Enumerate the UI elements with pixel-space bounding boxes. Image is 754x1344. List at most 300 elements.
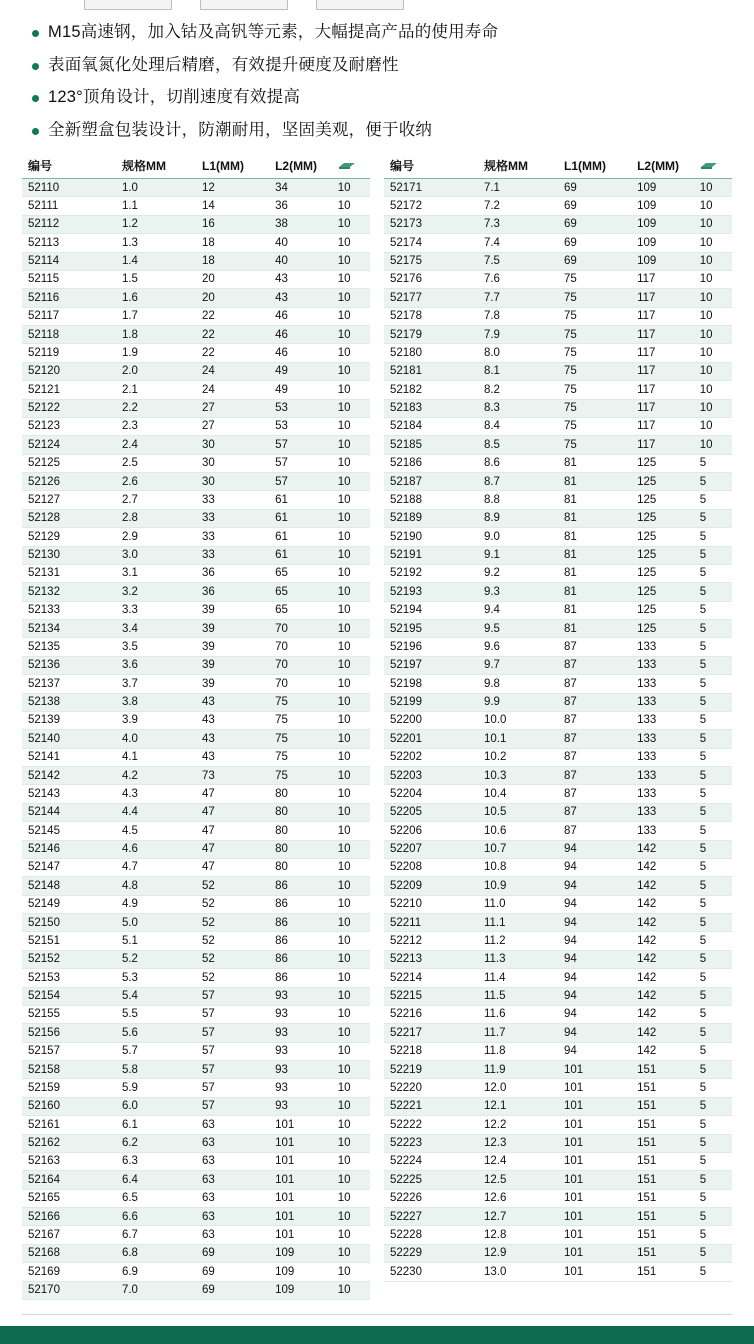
top-image-strip — [0, 0, 754, 12]
cell-l1: 18 — [196, 234, 269, 252]
table-row — [384, 858, 732, 876]
cell-qty: 5 — [694, 620, 732, 638]
cell-l1: 69 — [558, 234, 631, 252]
cell-qty: 10 — [332, 362, 370, 380]
cell-qty: 5 — [694, 895, 732, 913]
table-row — [22, 730, 370, 748]
cell-spec: 6.6 — [116, 1208, 196, 1226]
cell-code: 52138 — [22, 693, 116, 711]
table-row — [384, 234, 732, 252]
cell-l2: 75 — [269, 711, 332, 729]
cell-l1: 75 — [558, 381, 631, 399]
cell-qty: 5 — [694, 473, 732, 491]
feature-text: 全新塑盒包装设计，防潮耐用，坚固美观，便于收纳 — [48, 120, 433, 139]
table-row — [384, 693, 732, 711]
table-row — [384, 1152, 732, 1170]
cell-l1: 24 — [196, 362, 269, 380]
cell-code: 52143 — [22, 785, 116, 803]
cell-code: 52199 — [384, 693, 478, 711]
table-row — [22, 289, 370, 307]
table-row — [22, 932, 370, 950]
cell-qty: 5 — [694, 1263, 732, 1281]
table-row — [22, 270, 370, 288]
cell-qty: 5 — [694, 1079, 732, 1097]
cell-l2: 101 — [269, 1134, 332, 1152]
cell-spec: 4.2 — [116, 767, 196, 785]
table-row — [22, 1024, 370, 1042]
table-row — [22, 473, 370, 491]
table-row — [22, 767, 370, 785]
cell-spec: 12.0 — [478, 1079, 558, 1097]
cell-code: 52164 — [22, 1171, 116, 1189]
cell-qty: 5 — [694, 454, 732, 472]
cell-l1: 75 — [558, 399, 631, 417]
cell-l1: 39 — [196, 638, 269, 656]
cell-code: 52179 — [384, 326, 478, 344]
cell-l1: 39 — [196, 656, 269, 674]
cell-qty: 10 — [332, 564, 370, 582]
cell-l1: 27 — [196, 417, 269, 435]
column-header-l1: L1(MM) — [196, 154, 269, 179]
cell-code: 52148 — [22, 877, 116, 895]
cell-qty: 10 — [694, 252, 732, 270]
cell-code: 52177 — [384, 289, 478, 307]
cell-code: 52168 — [22, 1244, 116, 1262]
cell-spec: 8.2 — [478, 381, 558, 399]
cell-l2: 86 — [269, 895, 332, 913]
cell-l1: 18 — [196, 252, 269, 270]
cell-spec: 6.3 — [116, 1152, 196, 1170]
cell-l1: 57 — [196, 987, 269, 1005]
cell-code: 52180 — [384, 344, 478, 362]
table-row — [22, 399, 370, 417]
cell-qty: 5 — [694, 491, 732, 509]
table-row — [22, 326, 370, 344]
cell-spec: 1.7 — [116, 307, 196, 325]
cell-l1: 36 — [196, 564, 269, 582]
cell-code: 52176 — [384, 270, 478, 288]
cell-qty: 5 — [694, 1189, 732, 1207]
cell-spec: 8.7 — [478, 473, 558, 491]
cell-l2: 142 — [631, 987, 694, 1005]
cell-l2: 101 — [269, 1226, 332, 1244]
cell-qty: 10 — [332, 969, 370, 987]
table-row — [384, 822, 732, 840]
cell-l1: 101 — [558, 1061, 631, 1079]
cell-code: 52225 — [384, 1171, 478, 1189]
cell-spec: 10.7 — [478, 840, 558, 858]
cell-l1: 81 — [558, 473, 631, 491]
cell-code: 52173 — [384, 215, 478, 233]
cell-l2: 142 — [631, 895, 694, 913]
cell-spec: 7.6 — [478, 270, 558, 288]
cell-code: 52111 — [22, 197, 116, 215]
table-row — [384, 840, 732, 858]
cell-qty: 5 — [694, 1097, 732, 1115]
cell-code: 52112 — [22, 215, 116, 233]
cell-qty: 10 — [332, 546, 370, 564]
cell-l1: 33 — [196, 491, 269, 509]
cell-code: 52178 — [384, 307, 478, 325]
cell-l2: 80 — [269, 785, 332, 803]
cell-l2: 49 — [269, 381, 332, 399]
cell-qty: 10 — [332, 289, 370, 307]
cell-qty: 10 — [332, 1226, 370, 1244]
cell-l1: 94 — [558, 932, 631, 950]
cell-code: 52167 — [22, 1226, 116, 1244]
cell-l2: 125 — [631, 528, 694, 546]
cell-spec: 12.6 — [478, 1189, 558, 1207]
table-row — [384, 785, 732, 803]
cell-qty: 5 — [694, 840, 732, 858]
cell-l1: 75 — [558, 417, 631, 435]
cell-code: 52140 — [22, 730, 116, 748]
cell-qty: 5 — [694, 950, 732, 968]
table-row — [384, 969, 732, 987]
cell-qty: 10 — [332, 1263, 370, 1281]
cell-l2: 57 — [269, 436, 332, 454]
cell-spec: 9.9 — [478, 693, 558, 711]
cell-spec: 1.4 — [116, 252, 196, 270]
cell-l2: 151 — [631, 1152, 694, 1170]
table-row — [384, 473, 732, 491]
cell-l2: 109 — [269, 1244, 332, 1262]
cell-qty: 10 — [332, 914, 370, 932]
cell-spec: 2.5 — [116, 454, 196, 472]
cell-spec: 4.1 — [116, 748, 196, 766]
cell-spec: 8.6 — [478, 454, 558, 472]
cell-l2: 142 — [631, 950, 694, 968]
cell-l2: 80 — [269, 803, 332, 821]
cell-spec: 10.1 — [478, 730, 558, 748]
cell-l2: 86 — [269, 877, 332, 895]
cell-qty: 10 — [694, 215, 732, 233]
cell-l2: 125 — [631, 601, 694, 619]
cell-l2: 133 — [631, 730, 694, 748]
cell-l2: 80 — [269, 822, 332, 840]
cell-code: 52181 — [384, 362, 478, 380]
table-row — [22, 197, 370, 215]
cell-l1: 63 — [196, 1189, 269, 1207]
feature-text: 123°顶角设计，切削速度有效提高 — [48, 88, 301, 106]
cell-code: 52194 — [384, 601, 478, 619]
cell-qty: 10 — [694, 270, 732, 288]
cell-l1: 63 — [196, 1226, 269, 1244]
cell-l1: 101 — [558, 1079, 631, 1097]
cell-l2: 75 — [269, 767, 332, 785]
cell-l1: 33 — [196, 528, 269, 546]
cell-spec: 6.0 — [116, 1097, 196, 1115]
cell-code: 52190 — [384, 528, 478, 546]
bullet-dot-icon — [32, 95, 39, 102]
bullet-dot-icon — [32, 30, 39, 37]
cell-qty: 10 — [332, 620, 370, 638]
cell-l1: 43 — [196, 748, 269, 766]
cell-l2: 57 — [269, 454, 332, 472]
cell-l1: 87 — [558, 675, 631, 693]
cell-qty: 10 — [332, 491, 370, 509]
cell-qty: 10 — [332, 932, 370, 950]
cell-spec: 12.9 — [478, 1244, 558, 1262]
cell-code: 52198 — [384, 675, 478, 693]
cell-l1: 87 — [558, 711, 631, 729]
cell-spec: 12.5 — [478, 1171, 558, 1189]
cell-l2: 117 — [631, 326, 694, 344]
cell-spec: 11.0 — [478, 895, 558, 913]
cell-spec: 3.9 — [116, 711, 196, 729]
cell-code: 52216 — [384, 1005, 478, 1023]
cell-l2: 49 — [269, 362, 332, 380]
cell-l1: 81 — [558, 491, 631, 509]
table-row — [22, 656, 370, 674]
table-row — [22, 1208, 370, 1226]
cell-l2: 142 — [631, 932, 694, 950]
cell-l2: 61 — [269, 528, 332, 546]
table-row — [384, 491, 732, 509]
cell-spec: 2.2 — [116, 399, 196, 417]
cell-qty: 5 — [694, 858, 732, 876]
cell-l1: 47 — [196, 785, 269, 803]
table-row — [384, 1226, 732, 1244]
cell-qty: 10 — [332, 987, 370, 1005]
cell-qty: 10 — [332, 803, 370, 821]
bullet-dot-icon — [32, 128, 39, 135]
cell-spec: 3.0 — [116, 546, 196, 564]
cell-qty: 10 — [694, 179, 732, 197]
cell-qty: 10 — [332, 417, 370, 435]
cell-l1: 63 — [196, 1152, 269, 1170]
cell-spec: 9.7 — [478, 656, 558, 674]
table-row — [22, 307, 370, 325]
cell-code: 52224 — [384, 1152, 478, 1170]
cell-qty: 10 — [332, 270, 370, 288]
cell-qty: 5 — [694, 914, 732, 932]
cell-code: 52116 — [22, 289, 116, 307]
cell-l1: 101 — [558, 1097, 631, 1115]
cell-qty: 10 — [694, 307, 732, 325]
cell-l2: 40 — [269, 252, 332, 270]
table-row — [22, 1097, 370, 1115]
table-row — [22, 583, 370, 601]
table-row — [384, 289, 732, 307]
cell-qty: 5 — [694, 767, 732, 785]
cell-l2: 151 — [631, 1189, 694, 1207]
cell-l2: 133 — [631, 767, 694, 785]
cell-l1: 101 — [558, 1263, 631, 1281]
cell-l1: 94 — [558, 950, 631, 968]
cell-qty: 10 — [694, 344, 732, 362]
cell-l2: 53 — [269, 399, 332, 417]
cell-qty: 5 — [694, 1152, 732, 1170]
cell-l1: 75 — [558, 344, 631, 362]
cell-qty: 10 — [694, 234, 732, 252]
cell-qty: 10 — [332, 344, 370, 362]
cell-code: 52122 — [22, 399, 116, 417]
cell-code: 52130 — [22, 546, 116, 564]
cell-l2: 142 — [631, 969, 694, 987]
cell-qty: 5 — [694, 987, 732, 1005]
cell-spec: 2.8 — [116, 509, 196, 527]
feature-text: 表面氧氮化处理后精磨，有效提升硬度及耐磨性 — [48, 55, 399, 74]
cell-code: 52189 — [384, 509, 478, 527]
cell-l1: 30 — [196, 473, 269, 491]
cell-spec: 11.8 — [478, 1042, 558, 1060]
cell-l2: 133 — [631, 711, 694, 729]
spec-table-left-wrapper — [22, 154, 370, 1300]
cell-spec: 5.0 — [116, 914, 196, 932]
cell-code: 52200 — [384, 711, 478, 729]
cell-code: 52196 — [384, 638, 478, 656]
cell-l1: 47 — [196, 858, 269, 876]
cell-spec: 1.1 — [116, 197, 196, 215]
cell-code: 52117 — [22, 307, 116, 325]
cell-code: 52115 — [22, 270, 116, 288]
cell-l2: 61 — [269, 509, 332, 527]
table-row — [22, 822, 370, 840]
cell-code: 52153 — [22, 969, 116, 987]
table-row — [22, 950, 370, 968]
cell-spec: 2.1 — [116, 381, 196, 399]
cell-spec: 11.4 — [478, 969, 558, 987]
cell-l1: 81 — [558, 583, 631, 601]
cell-code: 52207 — [384, 840, 478, 858]
cell-qty: 10 — [332, 675, 370, 693]
table-row — [22, 785, 370, 803]
table-row — [22, 454, 370, 472]
table-row — [384, 1061, 732, 1079]
cell-qty: 5 — [694, 546, 732, 564]
cell-l1: 52 — [196, 969, 269, 987]
table-row — [22, 969, 370, 987]
product-thumbnail-2 — [200, 0, 288, 10]
cell-l1: 101 — [558, 1134, 631, 1152]
cell-code: 52147 — [22, 858, 116, 876]
cell-spec: 1.9 — [116, 344, 196, 362]
cell-l2: 125 — [631, 620, 694, 638]
cell-code: 52158 — [22, 1061, 116, 1079]
cell-l1: 52 — [196, 914, 269, 932]
cell-qty: 10 — [694, 381, 732, 399]
cell-code: 52203 — [384, 767, 478, 785]
cell-l2: 117 — [631, 344, 694, 362]
cell-l2: 151 — [631, 1244, 694, 1262]
table-row — [22, 528, 370, 546]
table-row — [22, 509, 370, 527]
cell-spec: 2.3 — [116, 417, 196, 435]
cell-code: 52128 — [22, 509, 116, 527]
cell-l2: 109 — [269, 1281, 332, 1299]
table-row — [22, 215, 370, 233]
cell-code: 52113 — [22, 234, 116, 252]
cell-l2: 65 — [269, 564, 332, 582]
cell-spec: 4.4 — [116, 803, 196, 821]
table-row — [22, 638, 370, 656]
cell-l2: 142 — [631, 1024, 694, 1042]
cell-l1: 52 — [196, 932, 269, 950]
cell-l2: 70 — [269, 656, 332, 674]
cell-l2: 109 — [631, 234, 694, 252]
cell-l2: 75 — [269, 693, 332, 711]
cell-spec: 10.6 — [478, 822, 558, 840]
cell-spec: 9.4 — [478, 601, 558, 619]
cell-l1: 30 — [196, 454, 269, 472]
cell-l2: 151 — [631, 1079, 694, 1097]
cell-l2: 61 — [269, 546, 332, 564]
cell-code: 52204 — [384, 785, 478, 803]
cell-l1: 57 — [196, 1061, 269, 1079]
table-row — [384, 546, 732, 564]
cell-l2: 142 — [631, 1042, 694, 1060]
table-row — [384, 399, 732, 417]
cell-code: 52114 — [22, 252, 116, 270]
cell-l2: 151 — [631, 1226, 694, 1244]
table-row — [22, 1226, 370, 1244]
cell-spec: 2.4 — [116, 436, 196, 454]
cell-l1: 57 — [196, 1079, 269, 1097]
table-row — [22, 675, 370, 693]
cell-spec: 12.3 — [478, 1134, 558, 1152]
feature-bullet-list — [22, 24, 732, 138]
cell-l1: 14 — [196, 197, 269, 215]
table-row — [22, 491, 370, 509]
cell-spec: 3.4 — [116, 620, 196, 638]
cell-l1: 39 — [196, 675, 269, 693]
cell-l2: 86 — [269, 950, 332, 968]
table-row — [22, 858, 370, 876]
cell-qty: 10 — [332, 528, 370, 546]
cell-l2: 93 — [269, 987, 332, 1005]
cell-code: 52184 — [384, 417, 478, 435]
table-row — [22, 1152, 370, 1170]
cell-l2: 43 — [269, 289, 332, 307]
cell-qty: 5 — [694, 1226, 732, 1244]
cell-spec: 4.6 — [116, 840, 196, 858]
table-row — [384, 1116, 732, 1134]
cell-code: 52133 — [22, 601, 116, 619]
cell-spec: 3.3 — [116, 601, 196, 619]
cell-code: 52151 — [22, 932, 116, 950]
table-row — [384, 638, 732, 656]
cell-code: 52208 — [384, 858, 478, 876]
cell-spec: 5.3 — [116, 969, 196, 987]
cell-spec: 11.7 — [478, 1024, 558, 1042]
table-row — [384, 179, 732, 197]
cell-l2: 101 — [269, 1171, 332, 1189]
table-row — [384, 932, 732, 950]
cell-l1: 69 — [558, 215, 631, 233]
table-row — [22, 620, 370, 638]
cell-l2: 142 — [631, 914, 694, 932]
cell-l2: 142 — [631, 840, 694, 858]
column-header-code: 编号 — [22, 154, 116, 179]
cell-code: 52212 — [384, 932, 478, 950]
cell-l2: 151 — [631, 1263, 694, 1281]
table-row — [384, 252, 732, 270]
cell-code: 52154 — [22, 987, 116, 1005]
cell-qty: 10 — [332, 197, 370, 215]
table-row — [384, 1208, 732, 1226]
cell-l1: 94 — [558, 1005, 631, 1023]
cell-qty: 10 — [332, 748, 370, 766]
cell-l1: 87 — [558, 730, 631, 748]
cell-code: 52156 — [22, 1024, 116, 1042]
table-row — [22, 1042, 370, 1060]
cell-l2: 93 — [269, 1024, 332, 1042]
product-thumbnail-1 — [84, 0, 172, 10]
cell-code: 52131 — [22, 564, 116, 582]
cell-qty: 10 — [332, 840, 370, 858]
cell-code: 52209 — [384, 877, 478, 895]
